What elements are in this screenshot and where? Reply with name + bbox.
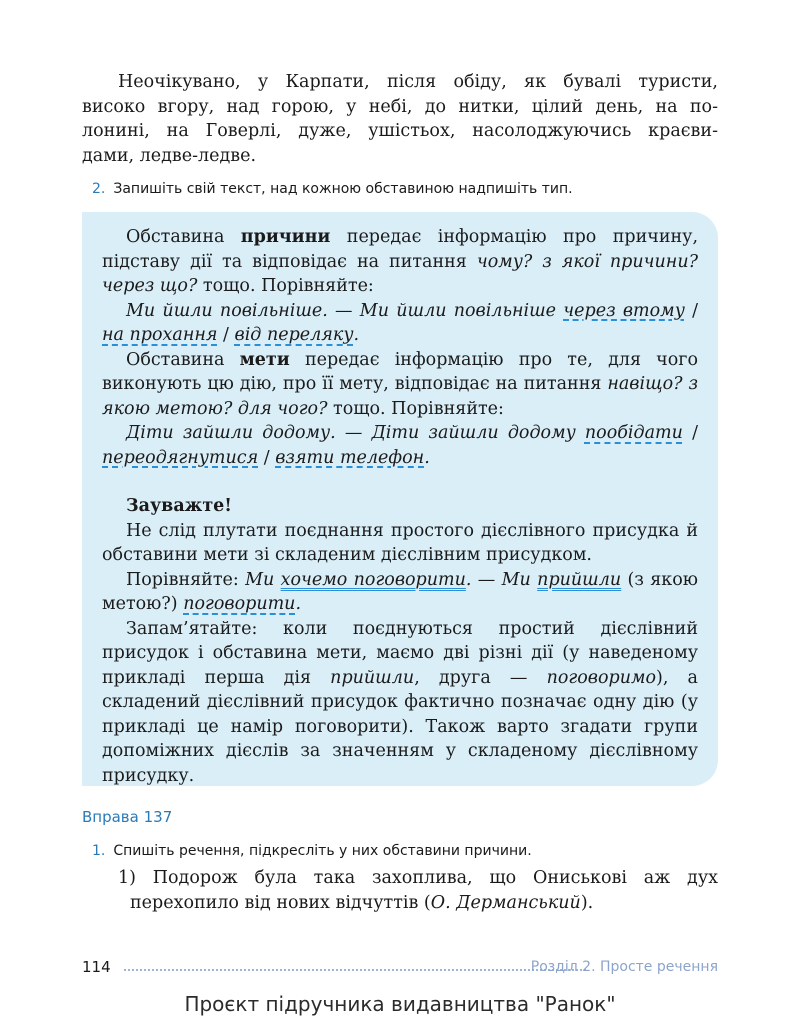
exercise-title: Вправа 137: [82, 808, 173, 826]
cause-term: причини: [240, 227, 331, 247]
item-line: 1) Подорож була така захоплива, що Ониськові аж дух: [118, 868, 718, 888]
cause-adverbial: через втому: [563, 300, 685, 321]
purpose-adverbial: переодягнутися: [102, 447, 259, 468]
purpose-questions: навіщо? з якою метою? для чого?: [102, 374, 698, 419]
page-number: 114: [82, 958, 111, 976]
item-line: перехопило від нових відчуттів (О. Дерманський).: [130, 892, 594, 913]
intro-paragraph: [82, 70, 718, 168]
intro-line: високо вгору, над горою, у небі, до нитки, цілий день, на по-: [82, 96, 718, 117]
footer-dotted-rule: [124, 969, 586, 971]
compound-predicate: хочемо поговорити: [280, 569, 466, 590]
section-title: Розділ 2. Просте речення: [530, 959, 718, 975]
exercise-item-1: [118, 866, 718, 915]
task-text: Запишіть свій текст, над кожною обставиною надпишіть тип.: [113, 181, 573, 197]
remember-paragraph: Запам’ятайте: коли поєднуються простий дієслівний присудок і обставина мети, маємо дві різні дії (у наведеному прикладі перша дія прийшли, друга — поговоримо), а складений дієслівний присудок фактично позначає одну дію (у прикладі це намір поговорити). Також варто згадати групи допоміжних дієслів за значенням у складеному дієслівному присудку.: [102, 618, 698, 786]
purpose-adverbial: пообідати: [584, 423, 683, 443]
purpose-example: Діти зайшли додому. — Діти зайшли додому пообідати / переодягнутися / взяти телефон.: [102, 423, 698, 468]
task-text: Спишіть речення, підкресліть у них обставини причини.: [113, 843, 532, 859]
cause-example: Ми йшли повільніше. — Ми йшли повільніше через втому / на прохання / від переляку.: [102, 300, 698, 345]
cause-adverbial: на прохання: [102, 325, 218, 345]
task-2: [92, 180, 573, 198]
task-1: [92, 842, 532, 860]
purpose-adverbial: поговорити: [183, 594, 296, 614]
note-comparison: Порівняйте: Ми хочемо поговорити. — Ми прийшли (з якою метою?) поговорити.: [102, 569, 698, 614]
purpose-definition: Обставина мети передає інформацію про те, для чого виконують цю дію, про її мету, відповідає на питання навіщо? з якою метою? для чого? тощо. Порівняйте:: [102, 349, 698, 419]
cause-adverbial: від переляку: [234, 325, 354, 345]
cause-definition: Обставина причини передає інформацію про причину, підставу дії та відповідає на питання чому? з якої причини? через що? тощо. Порівняйте:: [102, 227, 699, 296]
intro-line: дами, ледве-ледве.: [82, 145, 257, 166]
theory-content: [102, 225, 698, 788]
publisher-watermark: Проєкт підручника видавництва "Ранок": [184, 992, 616, 1016]
note-title: Зауважте!: [126, 496, 232, 516]
intro-line: лонині, на Говерлі, дуже, ушістьох, насолоджуючись краєви-: [82, 121, 718, 141]
theory-box: [82, 212, 718, 786]
note-paragraph: Не слід плутати поєднання простого дієслівного присудка й обставини мети зі складеним дієслівним присудком.: [102, 520, 698, 565]
task-number: 1.: [92, 843, 106, 859]
cause-questions: чому? з якої причини? через що?: [102, 251, 698, 296]
purpose-adverbial: взяти телефон: [275, 447, 425, 468]
simple-predicate: прийшли: [537, 569, 622, 590]
intro-line: Неочікувано, у Карпати, після обіду, як бувалі туристи,: [118, 72, 718, 92]
task-number: 2.: [92, 181, 106, 197]
purpose-term: мети: [239, 349, 290, 370]
author-name: О. Дерманський: [430, 892, 581, 913]
page-footer: [82, 958, 718, 980]
